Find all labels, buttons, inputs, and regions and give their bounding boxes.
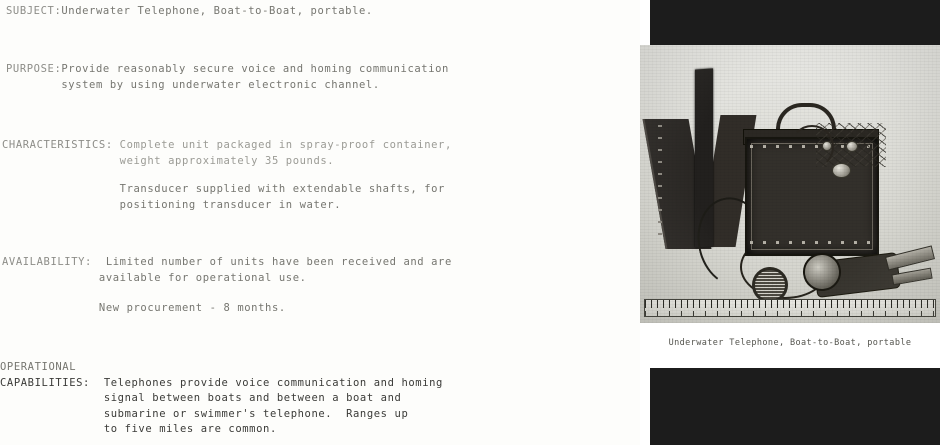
entry-availability-label: AVAILABILITY: — [2, 256, 92, 268]
entry-transducer-line-1: Transducer supplied with extendable shafts, for — [2, 183, 445, 195]
entry-operational-capabilities — [0, 360, 443, 438]
entry-subject — [6, 4, 373, 20]
entry-characteristics-label: CHARACTERISTICS: — [2, 139, 113, 151]
entry-availability — [2, 255, 452, 286]
entry-purpose — [6, 62, 449, 93]
entry-operational-line-2: signal between boats and between a boat and — [0, 392, 402, 404]
entry-procurement — [2, 301, 286, 317]
case-rivets-left — [658, 125, 662, 243]
photo-band-bottom — [650, 368, 940, 445]
extendable-shaft-upper — [885, 245, 935, 270]
entry-availability-line-1: Limited number of units have been received and are — [91, 256, 452, 268]
entry-characteristics-line-2: weight approximately 35 pounds. — [2, 154, 335, 167]
entry-transducer-line-2: positioning transducer in water. — [2, 198, 342, 211]
photo-band-top — [650, 0, 940, 45]
equipment-photograph — [640, 45, 940, 323]
microphone-grille — [752, 267, 788, 303]
entry-purpose-label: PURPOSE: — [6, 63, 62, 75]
control-knob-small-b — [822, 141, 832, 151]
photo-panel — [640, 0, 940, 445]
control-knob-small-a — [846, 141, 858, 152]
entry-operational-label: OPERATIONAL — [0, 361, 77, 373]
entry-operational-line-4: to five miles are common. — [0, 423, 277, 435]
photo-caption: Underwater Telephone, Boat-to-Boat, portable — [668, 338, 912, 348]
entry-purpose-line-1: Provide reasonably secure voice and homing communication — [61, 63, 449, 75]
entry-operational-line-1: CAPABILITIES: Telephones provide voice communication and homing — [0, 376, 443, 389]
entry-transducer — [2, 182, 445, 213]
entry-characteristics-line-1: Complete unit packaged in spray-proof container, — [112, 139, 452, 151]
entry-purpose-line-2: system by using underwater electronic channel. — [6, 78, 380, 91]
entry-operational-line-3: submarine or swimmer's telephone. Ranges up — [0, 407, 409, 420]
entry-characteristics — [2, 138, 452, 169]
scale-ruler — [644, 299, 936, 317]
entry-subject-label: SUBJECT: — [6, 5, 62, 17]
entry-availability-line-2: available for operational use. — [2, 271, 307, 284]
case-rivets-bottom — [750, 241, 870, 244]
entry-subject-line-1: Underwater Telephone, Boat-to-Boat, portable. — [61, 5, 373, 17]
entry-procurement-line-1: New procurement - 8 months. — [2, 302, 286, 314]
control-knob-large — [832, 163, 851, 178]
